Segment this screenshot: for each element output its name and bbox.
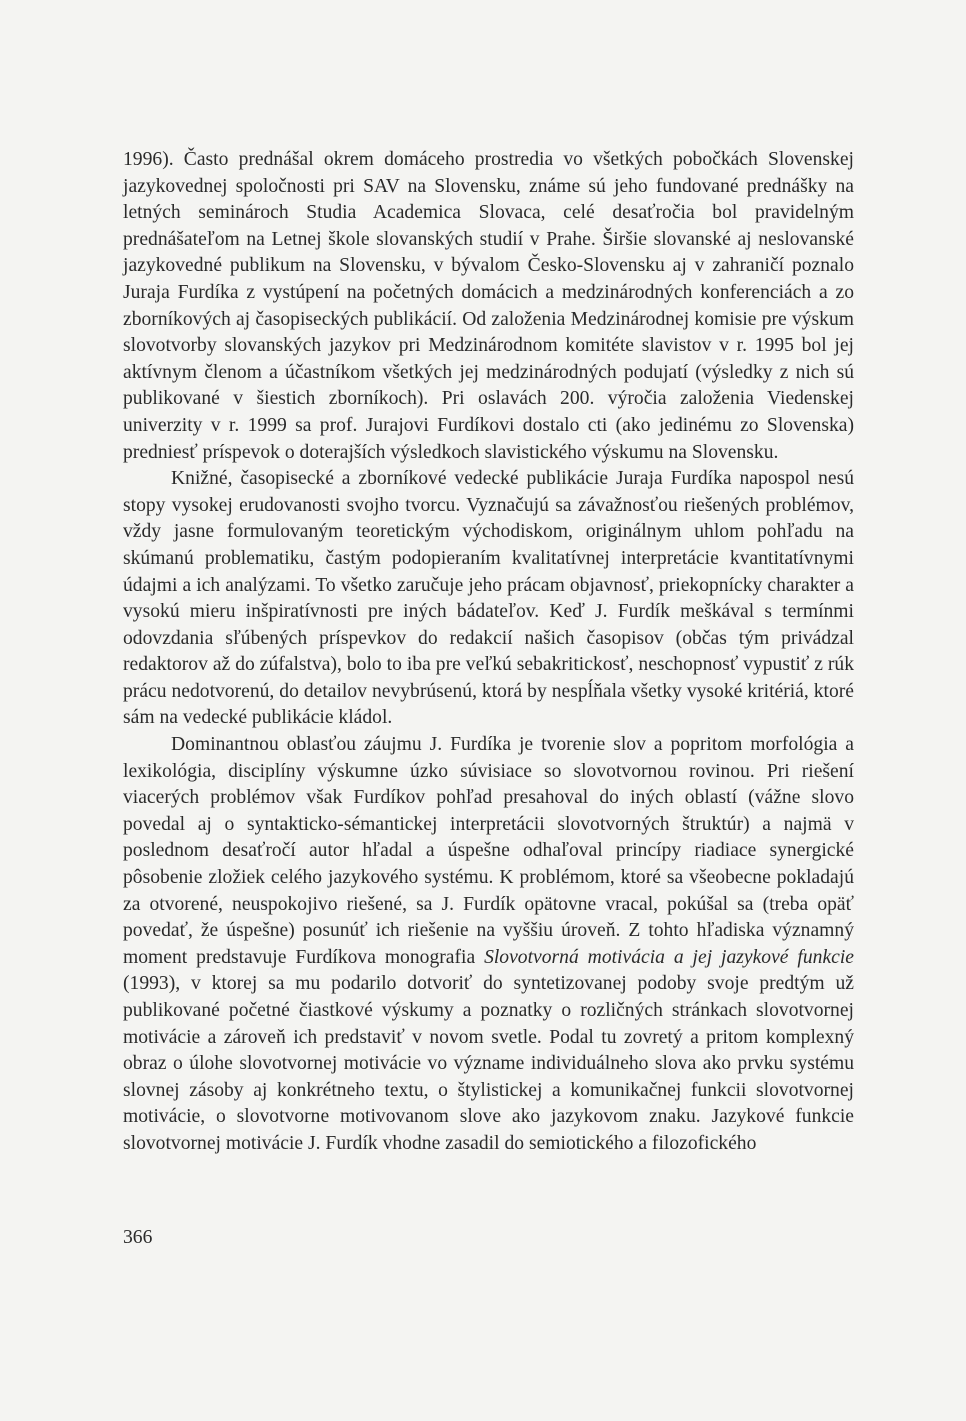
body-text xyxy=(123,147,854,1158)
paragraph-1-text: 1996). Často prednášal okrem domáceho prostredia vo všetkých pobočkách Slovenskej jazykovednej spoločnosti pri SAV na Slovensku, známe sú jeho fundované prednášky na letných seminároch Studia Academica Slovaca, celé desaťročia bol pravidelným prednášateľom na Letnej škole slovanských studií v Prahe. Širšie slovanské aj neslovanské jazykovedné publikum na Slovensku, v bývalom Česko-Slovensku aj v zahraničí poznalo Juraja Furdíka z vystúpení na početných domácich a medzinárodných konferenciách a zo zborníkových aj časopiseckých publikácií. Od založenia Medzinárodnej komisie pre výskum slovotvorby slovanských jazykov pri Medzinárodnom komitéte slavistov v r. 1995 bol jej aktívnym členom a účastníkom všetkých jej medzinárodných podujatí (výsledky z nich sú publikované v šiestich zborníkoch). Pri oslavách 200. výročia založenia Viedenskej univerzity v r. 1999 sa prof. Jurajovi Furdíkovi dostalo cti (ako jedinému zo Slovenska) predniesť príspevok o doterajších výsledkoch slavistického výskumu na Slovensku. xyxy=(123,149,854,463)
paragraph-2 xyxy=(123,466,854,732)
paragraph-1 xyxy=(123,147,854,466)
paragraph-3 xyxy=(123,732,854,1158)
paragraph-3-text-start: Dominantnou oblasťou záujmu J. Furdíka je tvorenie slov a popritom morfológia a lexikológia, disciplíny výskumne úzko súvisiace so slovotvornou rovinou. Pri riešení viacerých problémov však Furdíkov pohľad presahoval do iných oblastí (vážne slovo povedal aj o syntakticko-sémantickej interpretácii slovotvorných štruktúr) a najmä v poslednom desaťročí autor hľadal a úspešne odhaľoval princípy riadiace synergické pôsobenie zložiek celého jazykového systému. K problémom, ktoré sa všeobecne pokladajú za otvorené, neuspokojivo riešené, sa J. Furdík opätovne vracal, pokúšal sa (treba opäť povedať, že úspešne) posunúť ich riešenie na vyššiu úroveň. Z tohto hľadiska významný moment predstavuje Furdíkova monografia xyxy=(123,734,854,968)
paragraph-3-text-end: (1993), v ktorej sa mu podarilo dotvoriť do syntetizovanej podoby svoje predtým už publikované početné čiastkové výskumy a poznatky o rozličných stránkach slovotvornej motivácie a zároveň ich predstaviť v novom svetle. Podal tu zovretý a pritom komplexný obraz o úlohe slovotvornej motivácie vo význame individuálneho slova ako prvku systému slovnej zásoby aj konkrétneho textu, o štylistickej a komunikačnej funkcii slovotvornej motivácie, o slovotvorne motivovanom slove ako jazykovom znaku. Jazykové funkcie slovotvornej motivácie J. Furdík vhodne zasadil do semiotického a filozofického xyxy=(123,973,854,1154)
book-title: Slovotvorná motivácia a jej jazykové funkcie xyxy=(484,946,854,968)
paragraph-2-text: Knižné, časopisecké a zborníkové vedecké publikácie Juraja Furdíka napospol nesú stopy vysokej erudovanosti svojho tvorcu. Vyznačujú sa závažnosťou riešených problémov, vždy jasne formulovaným teoretickým východiskom, originálnym uhlom pohľadu na skúmanú problematiku, častým podopieraním kvalitatívnej interpretácie kvantitatívnymi údajmi a ich analýzami. To všetko zaručuje jeho prácam objavnosť, priekopnícky charakter a vysokú mieru inšpiratívnosti pre iných bádateľov. Keď J. Furdík meškával s termínmi odovzdania sľúbených príspevkov do redakcií našich časopisov (občas tým privádzal redaktorov až do zúfalstva), bolo to iba pre veľkú sebakritickosť, neschopnosť vypustiť z rúk prácu nedotvorenú, do detailov nevybrúsenú, ktorá by nespĺňala všetky vysoké kritériá, ktoré sám na vedecké publikácie kládol. xyxy=(123,468,854,729)
page-number: 366 xyxy=(123,1227,153,1248)
